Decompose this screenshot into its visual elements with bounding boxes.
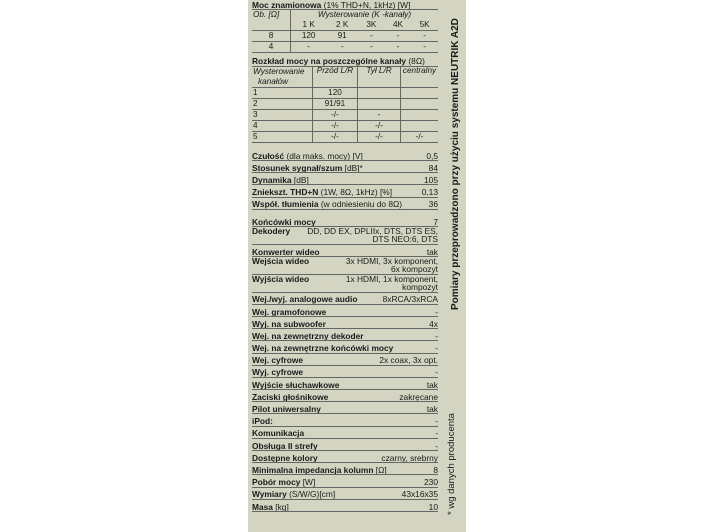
param-label: Współ. tłumienia bbox=[252, 199, 319, 210]
param-value: 0,13 bbox=[421, 187, 438, 198]
spec-label: Masa bbox=[252, 501, 273, 512]
spec-row bbox=[252, 305, 438, 317]
rozklad-title: Rozkład mocy na poszczególne kanały bbox=[252, 56, 407, 67]
rozklad-t: -/- bbox=[358, 120, 401, 131]
rozklad-header bbox=[252, 57, 438, 65]
spec-value: 10 bbox=[428, 501, 438, 512]
param-note: [dB] bbox=[291, 174, 309, 185]
spec-row bbox=[252, 439, 438, 451]
rozklad-p: -/- bbox=[313, 131, 358, 142]
spec-note: [Ω] bbox=[373, 464, 387, 475]
spec-row bbox=[252, 427, 438, 439]
param-label: Czułość bbox=[252, 150, 285, 161]
side-note-measure bbox=[450, 10, 464, 310]
rozklad-c: -/- bbox=[415, 131, 424, 141]
spec-value: - bbox=[435, 330, 438, 341]
param-note: (1W, 8Ω, 1kHz) [%] bbox=[318, 187, 393, 198]
spec-label: Wyj. cyfrowe bbox=[252, 367, 304, 378]
spec-value: - bbox=[435, 428, 438, 439]
moc-col: 1 K bbox=[302, 20, 315, 30]
spec-label: iPod: bbox=[252, 416, 273, 427]
param-note: (w odniesieniu do 8Ω) bbox=[318, 199, 403, 210]
spec-row bbox=[252, 488, 438, 500]
spec-row bbox=[252, 366, 438, 378]
spec-label: Obsługa II strefy bbox=[252, 440, 318, 451]
moc-ob: 4 bbox=[252, 42, 291, 53]
feature-value: 7 bbox=[433, 216, 438, 227]
spec-value: 230 bbox=[424, 477, 438, 488]
spec-rows bbox=[252, 293, 438, 512]
feature-value: 3x HDMI, 3x komponent, bbox=[345, 255, 438, 266]
spec-row bbox=[252, 317, 438, 329]
moc-cell: - bbox=[340, 42, 344, 52]
rozklad-h1b: kanałów bbox=[252, 77, 313, 88]
spec-value: - bbox=[435, 343, 438, 354]
spec-value: - bbox=[435, 440, 438, 451]
moc-table bbox=[252, 9, 438, 53]
rozklad-h4: centralny bbox=[402, 65, 437, 75]
rozklad-p: 91/91 bbox=[313, 98, 358, 109]
moc-cell: - bbox=[369, 31, 373, 41]
spec-label: Wej. gramofonowe bbox=[252, 306, 327, 317]
spec-label: Wej./wyj. analogowe audio bbox=[252, 294, 358, 305]
feature-value: tak bbox=[426, 246, 438, 257]
spec-value: 8xRCA/3xRCA bbox=[382, 294, 438, 305]
rozklad-table bbox=[252, 66, 438, 143]
spec-label: Minimalna impedancja kolumn bbox=[252, 464, 374, 475]
rozklad-c bbox=[401, 87, 439, 98]
feature-label: Wejścia wideo bbox=[252, 255, 310, 266]
rozklad-p: 120 bbox=[313, 87, 358, 98]
moc-title: Moc znamionowa bbox=[252, 0, 322, 10]
feature-label: Konwerter wideo bbox=[252, 246, 320, 257]
spec-value: 4x bbox=[429, 318, 438, 329]
ob-label: Ob. [Ω] bbox=[252, 10, 291, 21]
spec-value: 8 bbox=[433, 464, 438, 475]
moc-subtitle: (1% THD+N, 1kHz) [W] bbox=[323, 0, 411, 10]
spec-row bbox=[252, 378, 438, 390]
spec-row bbox=[252, 451, 438, 463]
spec-value: tak bbox=[426, 404, 438, 415]
side-note-measure-text: Pomiary przeprowadzono przy użyciu systemu NEUTRIK A2D bbox=[450, 18, 461, 310]
feature-label: Wyjścia wideo bbox=[252, 273, 310, 284]
rozklad-h2: Przód L/R bbox=[313, 66, 358, 87]
spec-row bbox=[252, 463, 438, 475]
rozklad-t: -/- bbox=[358, 131, 401, 142]
spec-label: Wymiary bbox=[252, 489, 287, 500]
rozklad-k: 4 bbox=[252, 120, 313, 131]
spec-value: - bbox=[435, 367, 438, 378]
feature-row bbox=[252, 257, 438, 275]
feature-label: Dekodery bbox=[252, 225, 291, 236]
feature-row bbox=[252, 227, 438, 245]
param-row bbox=[252, 198, 438, 210]
feature-value: DD, DD EX, DPLIIx, DTS, DTS ES, bbox=[307, 225, 438, 236]
spec-label: Wyj. na subwoofer bbox=[252, 318, 326, 329]
wysterowanie-label: Wysterowanie (K -kanały) bbox=[317, 10, 412, 20]
moc-cell: - bbox=[307, 42, 311, 52]
moc-col: 4K bbox=[392, 20, 403, 30]
spec-value: tak bbox=[426, 379, 438, 390]
param-row bbox=[252, 173, 438, 185]
feature-value: 6x kompozyt bbox=[390, 264, 438, 275]
param-note: [dB]* bbox=[342, 162, 363, 173]
rozklad-c bbox=[401, 109, 439, 120]
param-value: 84 bbox=[428, 162, 438, 173]
feature-value: DTS NEO:6, DTS bbox=[372, 234, 438, 245]
spec-note: [W] bbox=[300, 477, 316, 488]
spec-label: Pobór mocy bbox=[252, 477, 301, 488]
rozklad-k: 5 bbox=[252, 131, 313, 142]
moc-ob: 8 bbox=[252, 31, 291, 42]
moc-cell: - bbox=[369, 42, 373, 52]
rozklad-t bbox=[358, 98, 401, 109]
feature-value: kompozyt bbox=[402, 282, 438, 293]
side-note-producer-text: * wg danych producenta bbox=[446, 413, 457, 515]
rozklad-p: -/- bbox=[313, 120, 358, 131]
spec-row bbox=[252, 500, 438, 512]
spec-row bbox=[252, 414, 438, 426]
rozklad-p: -/- bbox=[313, 109, 358, 120]
moc-cell: - bbox=[423, 31, 426, 41]
moc-cell: - bbox=[396, 42, 400, 52]
rozklad-t bbox=[358, 87, 401, 98]
spec-row bbox=[252, 341, 438, 353]
rozklad-h1a: Wysterowanie bbox=[252, 66, 313, 77]
spec-row bbox=[252, 475, 438, 487]
spec-row bbox=[252, 354, 438, 366]
spec-note: (S/W/G)[cm] bbox=[286, 489, 336, 500]
spec-value: - bbox=[435, 416, 438, 427]
spec-label: Zaciski głośnikowe bbox=[252, 391, 329, 402]
feature-label: Końcówki mocy bbox=[252, 216, 316, 227]
rozklad-k: 3 bbox=[252, 109, 313, 120]
spec-label: Dostępne kolory bbox=[252, 452, 318, 463]
rozklad-k: 1 bbox=[252, 87, 313, 98]
spec-label: Wyjście słuchawkowe bbox=[252, 379, 340, 390]
rozklad-c bbox=[401, 98, 439, 109]
spec-row bbox=[252, 329, 438, 341]
spec-label: Pilot uniwersalny bbox=[252, 404, 321, 415]
moc-header bbox=[252, 1, 438, 9]
moc-col: 3K bbox=[366, 20, 377, 30]
param-value: 105 bbox=[424, 174, 438, 185]
param-label: Dynamika bbox=[252, 174, 292, 185]
rozklad-unit: (8Ω) bbox=[408, 56, 425, 67]
spec-label: Wej. cyfrowe bbox=[252, 355, 304, 366]
spec-label: Wej. na zewnętrzne końcówki mocy bbox=[252, 343, 394, 354]
moc-cell: - bbox=[423, 42, 426, 52]
param-row bbox=[252, 161, 438, 173]
spec-value: czarny, srebrny bbox=[381, 452, 438, 463]
feature-value: 1x HDMI, 1x komponent, bbox=[345, 273, 438, 284]
spec-value: zakręcane bbox=[399, 391, 438, 402]
side-note-producer bbox=[446, 360, 460, 515]
spec-value: 2x coax, 3x opt. bbox=[379, 355, 438, 366]
moc-cell: 120 bbox=[301, 31, 316, 41]
rozklad-c bbox=[401, 120, 439, 131]
spec-value: - bbox=[435, 306, 438, 317]
spec-row bbox=[252, 390, 438, 402]
param-row bbox=[252, 185, 438, 197]
rozklad-h3: Tył L/R bbox=[358, 66, 401, 87]
param-label: Zniekszt. THD+N bbox=[252, 187, 319, 198]
param-note: (dla maks. mocy) [V] bbox=[284, 150, 363, 161]
spec-value: 43x16x35 bbox=[401, 489, 438, 500]
spec-note: [kg] bbox=[272, 501, 289, 512]
rozklad-t: - bbox=[358, 109, 401, 120]
moc-cell: 91 bbox=[337, 31, 347, 41]
moc-col: 5K bbox=[419, 20, 430, 30]
feature-row bbox=[252, 275, 438, 293]
spec-label: Komunikacja bbox=[252, 428, 305, 439]
spec-row bbox=[252, 293, 438, 305]
param-value: 36 bbox=[428, 199, 438, 210]
moc-col: 2 K bbox=[336, 20, 349, 30]
rozklad-k: 2 bbox=[252, 98, 313, 109]
spec-row bbox=[252, 402, 438, 414]
param-label: Stosunek sygnał/szum bbox=[252, 162, 343, 173]
param-row bbox=[252, 149, 438, 161]
moc-cell: - bbox=[396, 31, 400, 41]
param-value: 0,5 bbox=[426, 150, 438, 161]
spec-table bbox=[252, 1, 438, 512]
spec-label: Wej. na zewnętrzny dekoder bbox=[252, 330, 364, 341]
